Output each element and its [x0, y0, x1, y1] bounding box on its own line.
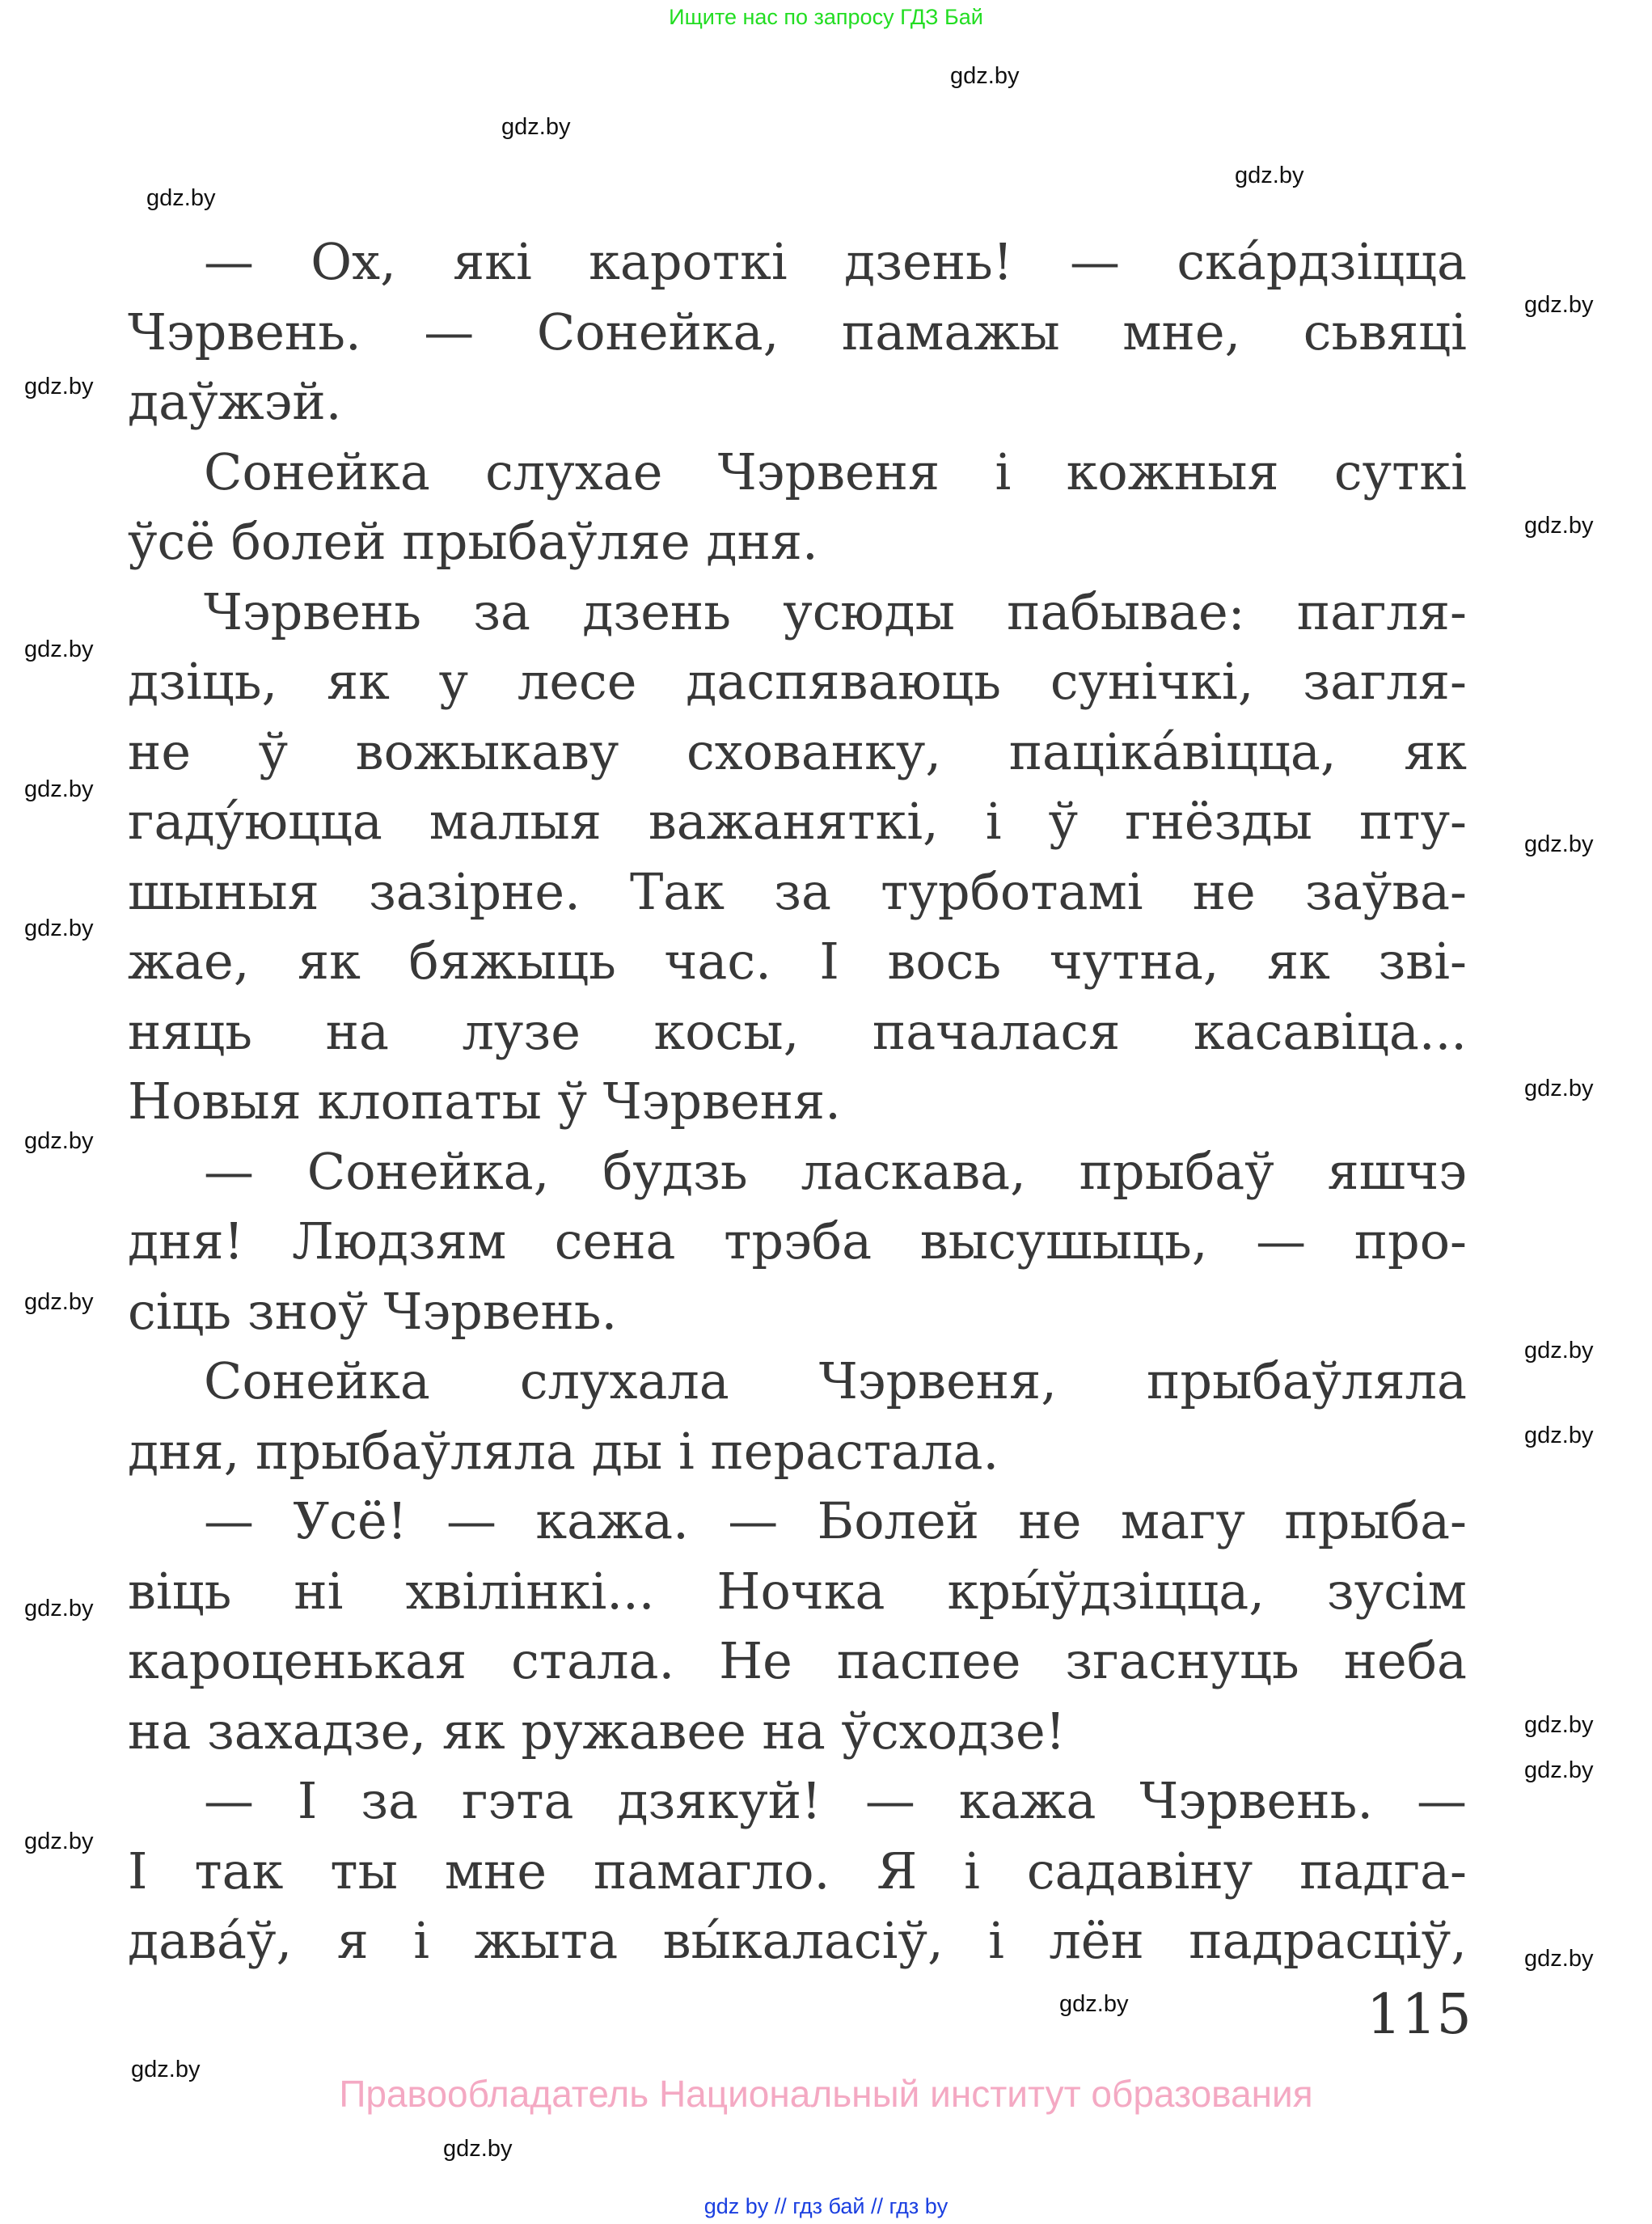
text-line: дзіць, як у лесе даспяваюць сунічкі, загля- — [128, 652, 1467, 711]
watermark: gdz.by — [24, 915, 94, 941]
watermark: gdz.by — [1524, 831, 1594, 857]
watermark: gdz.by — [24, 1289, 94, 1315]
watermark: gdz.by — [1524, 513, 1594, 539]
watermark: gdz.by — [131, 2057, 201, 2082]
text-line: Чэрвень. — Сонейка, памажы мне, сьвяці — [128, 302, 1467, 362]
watermark: gdz.by — [950, 63, 1020, 89]
text-line: Сонейка слухае Чэрвеня і кожныя суткі — [204, 442, 1467, 501]
text-line: жае, як бяжыць час. І вось чутна, як зві- — [128, 932, 1467, 991]
text-line: — Ох, які кароткі дзень! — ска́рдзіцца — [204, 232, 1467, 291]
text-line: сіць зноў Чэрвень. — [128, 1281, 618, 1341]
watermark: gdz.by — [146, 185, 216, 211]
text-line: няць на лузе косы, пачалася касавіца... — [128, 1001, 1467, 1061]
text-line: не ў вожыкаву схованку, паціка́віцца, як — [128, 721, 1467, 781]
text-line: ўсё болей прыбаўляе дня. — [128, 512, 818, 571]
text-line: даўжэй. — [128, 372, 342, 431]
watermark: gdz.by — [24, 776, 94, 802]
watermark: gdz.by — [1059, 1991, 1129, 2017]
watermark: gdz.by — [24, 1829, 94, 1854]
text-line: — І за гэта дзякуй! — кажа Чэрвень. — — [204, 1771, 1467, 1830]
watermark: gdz.by — [24, 1128, 94, 1154]
header-banner: Ищите нас по запросу ГДЗ Бай — [669, 5, 983, 29]
text-line: — Усё! — кажа. — Болей не магу прыба- — [204, 1491, 1467, 1550]
text-line: Сонейка слухала Чэрвеня, прыбаўляла — [204, 1351, 1467, 1410]
footer-links[interactable]: gdz by // гдз бай // гдз by — [703, 2194, 949, 2218]
text-line: Чэрвень за дзень усюды пабывае: пагля- — [204, 581, 1467, 641]
watermark: gdz.by — [501, 114, 571, 140]
rights-holder-notice: Правообладатель Национальный институт образования — [339, 2073, 1313, 2115]
watermark: gdz.by — [1524, 1076, 1594, 1101]
watermark: gdz.by — [1524, 1757, 1594, 1783]
text-line: дня, прыбаўляла ды і перастала. — [128, 1421, 999, 1481]
watermark: gdz.by — [24, 636, 94, 662]
text-line: — Сонейка, будзь ласкава, прыбаў яшчэ — [204, 1141, 1467, 1201]
watermark: gdz.by — [1524, 1423, 1594, 1448]
watermark: gdz.by — [1524, 1338, 1594, 1364]
text-line: І так ты мне памагло. Я і садавіну падга- — [128, 1841, 1467, 1901]
text-line: на захадзе, як ружавее на ўсходзе! — [128, 1701, 1066, 1761]
watermark: gdz.by — [24, 374, 94, 400]
text-line: гаду́юцца малыя важаняткі, і ў гнёзды пту- — [128, 792, 1467, 851]
text-line: віць ні хвілінкі... Ночка кры́ўдзіцца, зусім — [128, 1561, 1467, 1621]
watermark: gdz.by — [24, 1596, 94, 1621]
text-line: дня! Людзям сена трэба высушыць, — про- — [128, 1211, 1467, 1271]
watermark: gdz.by — [1524, 1946, 1594, 1972]
text-line: кароценькая стала. Не паспее згаснуць неба — [128, 1631, 1467, 1690]
text-line: дава́ў, я і жыта вы́каласіў, і лён падрасціў, — [128, 1911, 1467, 1970]
watermark: gdz.by — [1524, 1712, 1594, 1738]
page-number: 115 — [1367, 1983, 1472, 2047]
watermark: gdz.by — [1524, 292, 1594, 318]
watermark: gdz.by — [1235, 163, 1304, 188]
watermark: gdz.by — [443, 2136, 513, 2162]
text-line: Новыя клопаты ў Чэрвеня. — [128, 1072, 841, 1131]
text-line: шыныя зазірне. Так за турботамі не заўва- — [128, 861, 1467, 921]
